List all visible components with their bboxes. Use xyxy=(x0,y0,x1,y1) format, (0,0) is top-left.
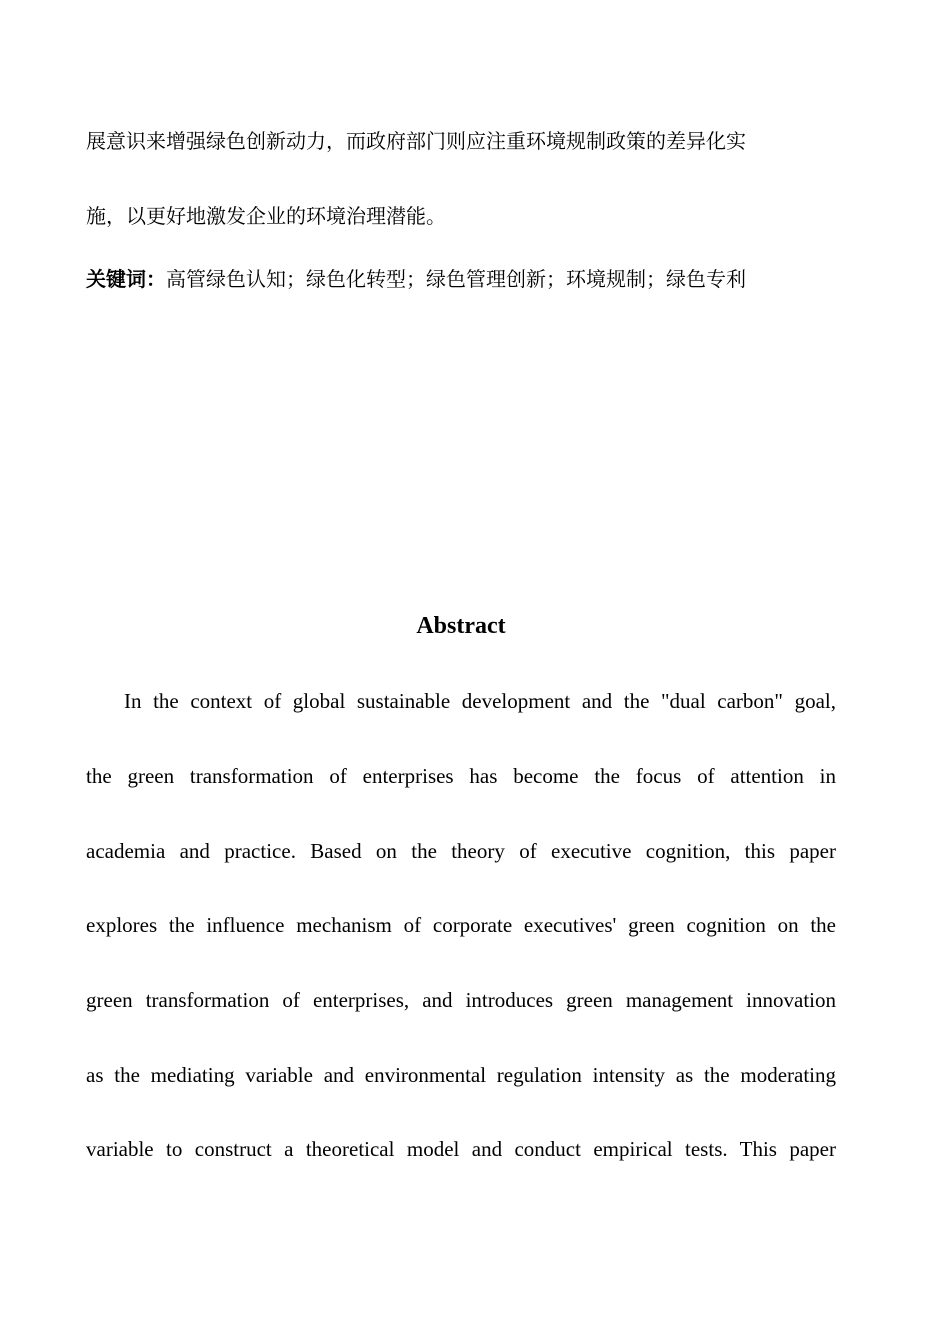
keywords-line xyxy=(86,264,836,294)
abstract-title: Abstract xyxy=(416,613,506,639)
abstract-line-2: the green transformation of enterprises has become the focus of attention in xyxy=(86,764,836,788)
keywords-text: 高管绿色认知；绿色化转型；绿色管理创新；环境规制；绿色专利 xyxy=(166,267,746,291)
chinese-abstract-line-1: 展意识来增强绿色创新动力，而政府部门则应注重环境规制政策的差异化实 xyxy=(86,129,746,153)
abstract-line-3: academia and practice. Based on the theory of executive cognition, this paper xyxy=(86,839,836,863)
chinese-abstract-line-2: 施，以更好地激发企业的环境治理潜能。 xyxy=(86,204,446,228)
keywords-label: 关键词： xyxy=(86,267,166,291)
abstract-line-6: as the mediating variable and environmental regulation intensity as the moderating xyxy=(86,1063,836,1087)
abstract-line-5: green transformation of enterprises, and introduces green management innovation xyxy=(86,988,836,1012)
abstract-line-1: In the context of global sustainable development and the "dual carbon" goal, xyxy=(124,689,836,713)
abstract-line-7: variable to construct a theoretical model and conduct empirical tests. This paper xyxy=(86,1137,836,1161)
abstract-line-4: explores the influence mechanism of corporate executives' green cognition on the xyxy=(86,913,836,937)
